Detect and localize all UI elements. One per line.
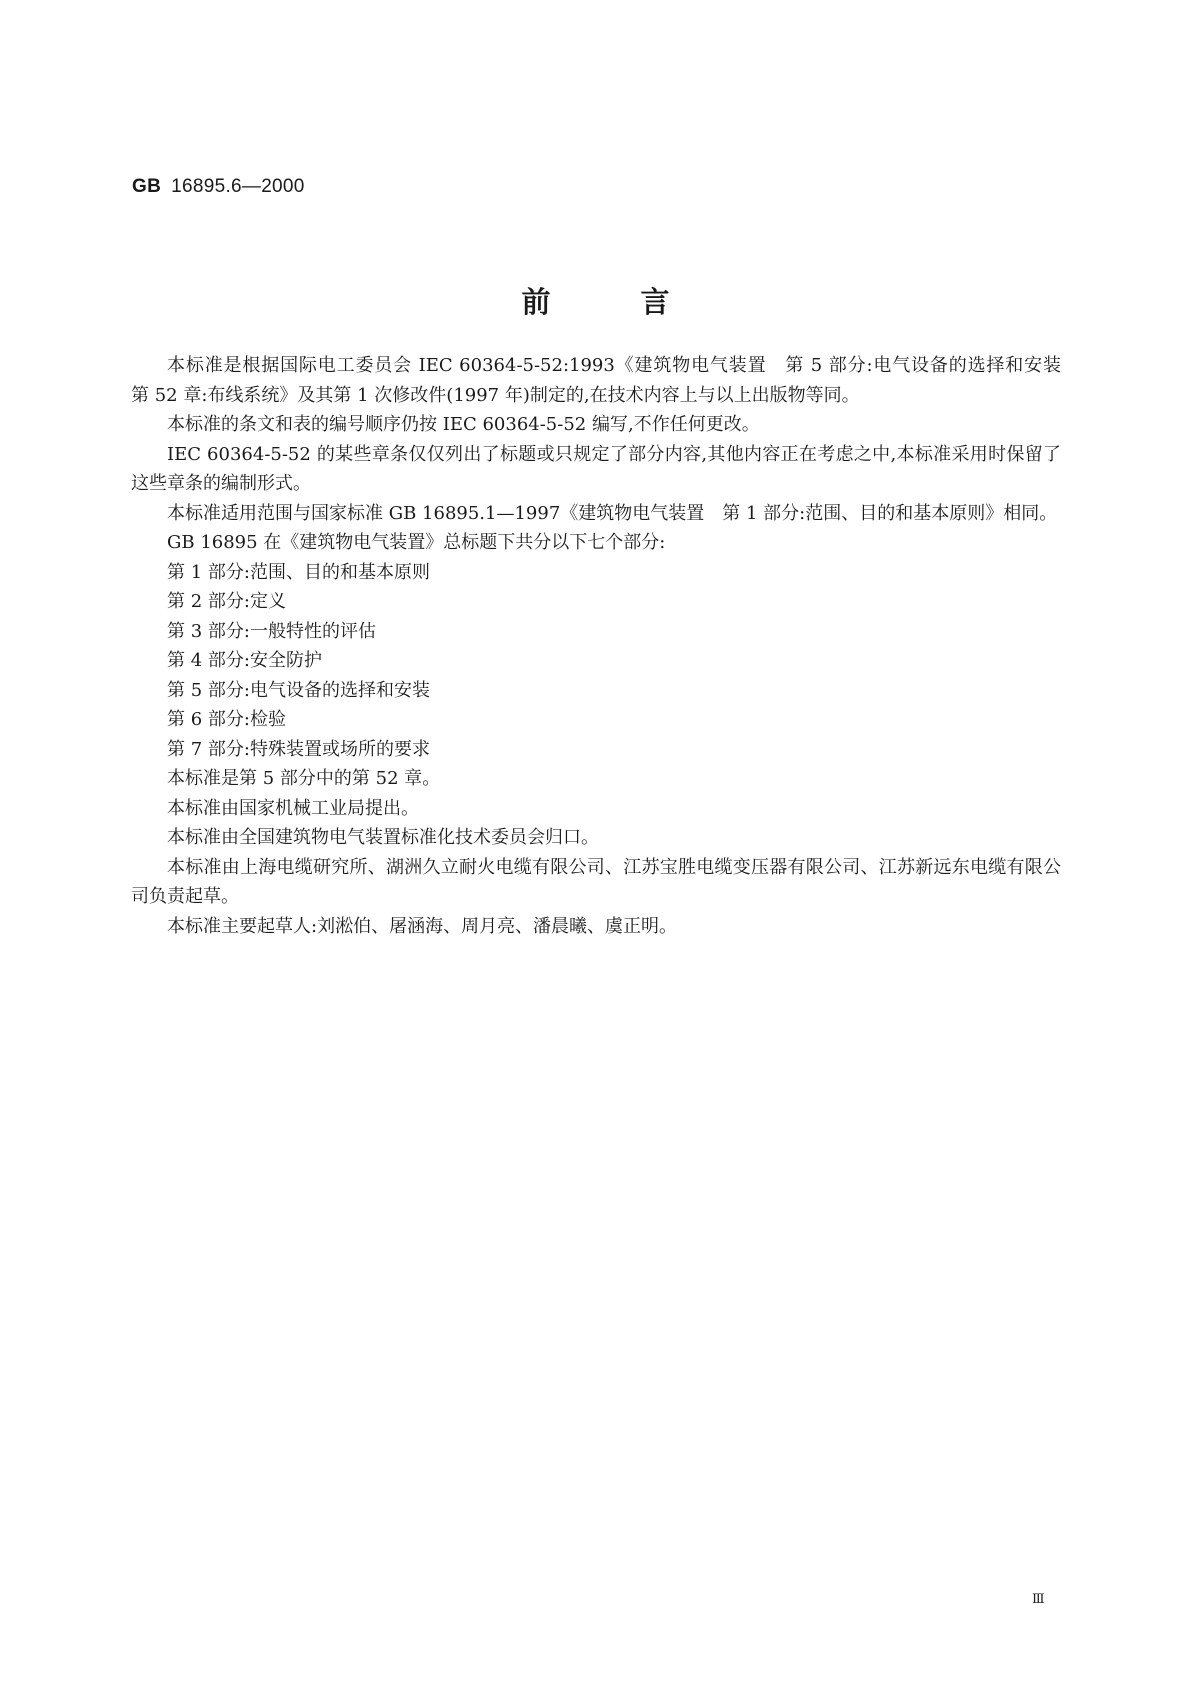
paragraph: 本标准的条文和表的编号顺序仍按 IEC 60364-5-52 编写,不作任何更改。 [167,414,760,435]
standard-number [132,176,305,198]
paragraph: 本标准由上海电缆研究所、湖洲久立耐火电缆有限公司、江苏宝胜电缆变压器有限公司、江苏新远东电缆有限公司负责起草。 [131,856,1061,907]
paragraph: 本标准是根据国际电工委员会 IEC 60364-5-52:1993《建筑物电气装置 第 5 部分:电气设备的选择和安装 第 52 章:布线系统》及其第 1 次修改件(1997 年)制定的,在技术内容上与以上出版物等同。 [131,355,1079,406]
part-list-item: 第 5 部分:电气设备的选择和安装 [167,679,430,701]
part-list-item: 第 3 部分:一般特性的评估 [167,620,376,642]
paragraph: 本标准由全国建筑物电气装置标准化技术委员会归口。 [167,827,599,848]
foreword-body [131,351,1079,941]
paragraph: 本标准适用范围与国家标准 GB 16895.1—1997《建筑物电气装置 第 1 部分:范围、目的和基本原则》相同。 [167,502,1058,524]
standard-prefix: GB [132,176,162,197]
paragraph: 本标准由国家机械工业局提出。 [167,797,419,819]
part-list-item: 第 7 部分:特殊装置或场所的要求 [167,738,430,760]
paragraph: 本标准是第 5 部分中的第 52 章。 [167,768,441,789]
standard-code: 16895.6—2000 [171,176,305,197]
paragraph: IEC 60364-5-52 的某些章条仅仅列出了标题或只规定了部分内容,其他内容正在考虑之中,本标准采用时保留了这些章条的编制形式。 [131,443,1061,494]
part-list-item: 第 2 部分:定义 [167,591,286,612]
part-list-item: 第 4 部分:安全防护 [167,650,322,671]
page-title: 前言 [521,285,760,319]
part-list-item: 第 1 部分:范围、目的和基本原则 [167,561,430,583]
paragraph: GB 16895 在《建筑物电气装置》总标题下共分以下七个部分: [167,532,666,553]
page-number: Ⅲ [1032,1592,1045,1607]
paragraph: 本标准主要起草人:刘淞伯、屠涵海、周月亮、潘晨曦、虞正明。 [167,915,678,937]
part-list-item: 第 6 部分:检验 [167,709,286,730]
